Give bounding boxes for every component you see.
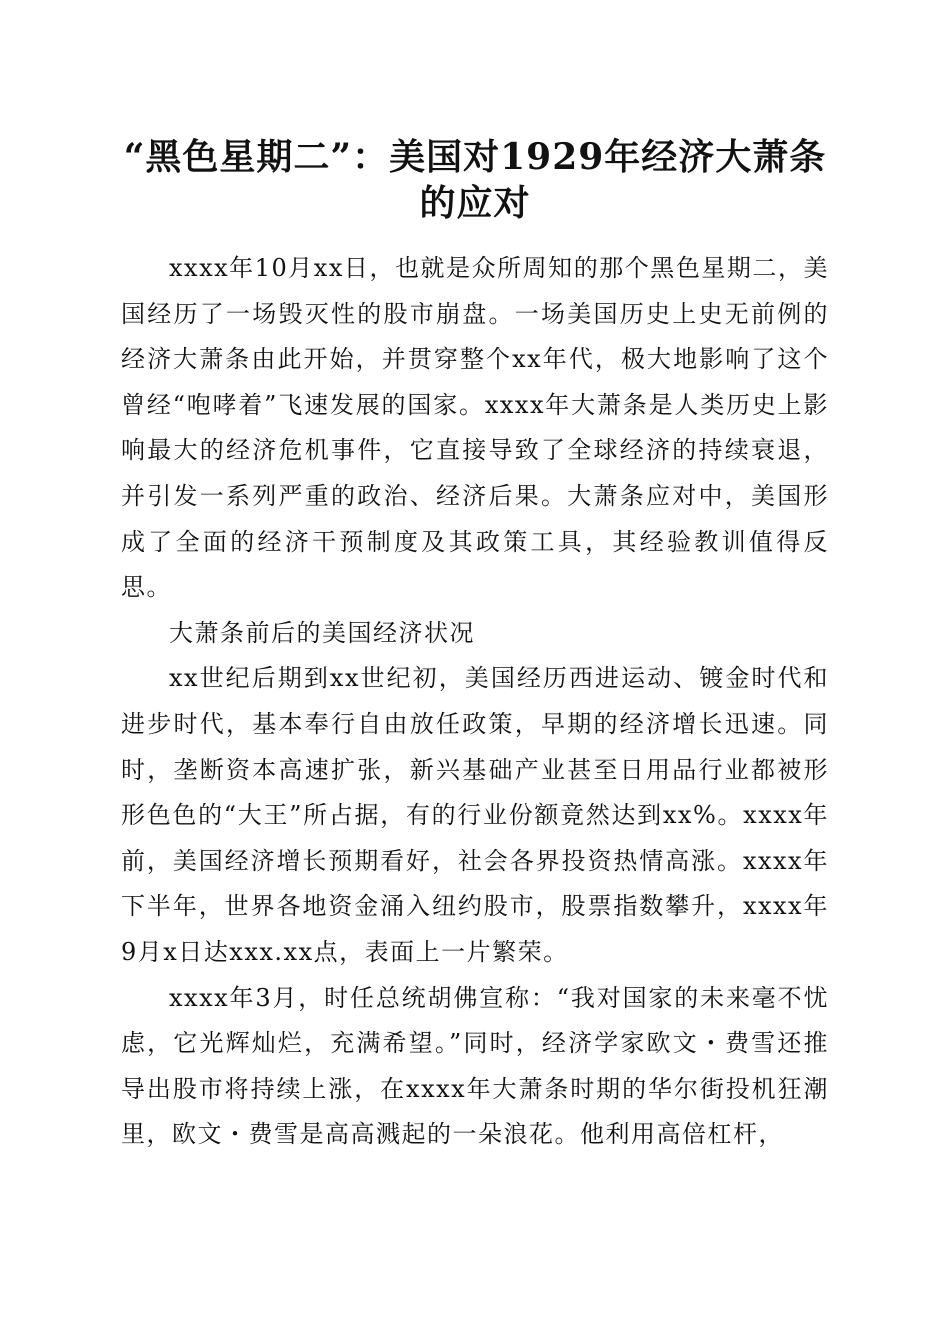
section-heading: 大萧条前后的美国经济状况 <box>169 618 475 647</box>
body-paragraph-intro: xxxx年10月xx日，也就是众所周知的那个黑色星期二，美国经历了一场毁灭性的股市崩盘。一场美国历史上史无前例的经济大萧条由此开始，并贯穿整个xx年代，极大地影响了这个曾经“咆哮着”飞速发展的国家。xxxx年大萧条是人类历史上影响最大的经济危机事件，它直接导致了全球经济的持续衰退，并引发一系列严重的政治、经济后果。大萧条应对中，美国形成了全面的经济干预制度及其政策工具，其经验教训值得反思。 <box>121 254 829 602</box>
body-paragraph-background: xx世纪后期到xx世纪初，美国经历西进运动、镀金时代和进步时代，基本奉行自由放任政策，早期的经济增长迅速。同时，垄断资本高速扩张，新兴基础产业甚至日用品行业都被形形色色的“大王”所占据，有的行业份额竟然达到xx%。xxxx年前，美国经济增长预期看好，社会各界投资热情高涨。xxxx年下半年，世界各地资金涌入纽约股市，股票指数攀升，xxxx年9月x日达xxx.xx点，表面上一片繁荣。 <box>121 664 829 966</box>
title-line-1: “黑色星期二”：美国对1929年经济大萧条 <box>123 136 827 178</box>
title-line-2: 的应对 <box>419 182 531 224</box>
document-body <box>121 246 829 1158</box>
document-title <box>100 134 850 226</box>
body-paragraph-hoover: xxxx年3月，时任总统胡佛宣称：“我对国家的未来毫不忧虑，它光辉灿烂，充满希望。”同时，经济学家欧文・费雪还推导出股市将持续上涨，在xxxx年大萧条时期的华尔街投机狂潮里，欧文・费雪是高高溅起的一朵浪花。他利用高倍杠杆， <box>121 983 829 1149</box>
